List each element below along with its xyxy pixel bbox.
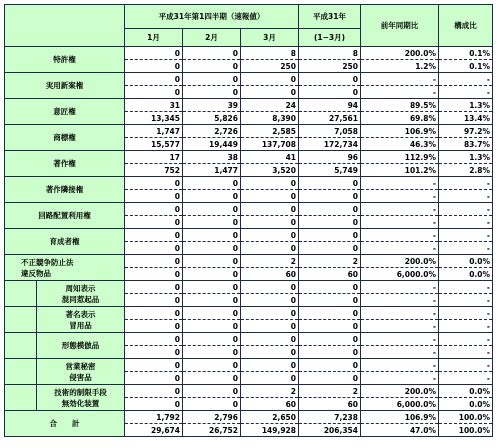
table-row	[5, 47, 493, 60]
value-cell: 0	[299, 281, 361, 294]
value-cell: -	[439, 242, 493, 255]
value-cell: 250	[299, 60, 361, 73]
value-cell: 0	[125, 372, 183, 385]
value-cell: -	[439, 346, 493, 359]
row-label-line-1: 技術的制限手段	[54, 387, 107, 397]
value-cell: 0	[299, 307, 361, 320]
value-cell: 0	[299, 203, 361, 216]
value-cell: 0	[125, 398, 183, 411]
value-cell: -	[361, 281, 439, 294]
value-cell: 46.3%	[361, 138, 439, 151]
value-cell: 0.1%	[439, 60, 493, 73]
value-cell: 0	[183, 385, 241, 398]
value-cell: 13,345	[125, 112, 183, 125]
row-label	[37, 307, 125, 333]
value-cell: 0	[241, 281, 299, 294]
value-cell: 6,000.0%	[361, 268, 439, 281]
header-total-year: 平成31年	[299, 5, 361, 29]
value-cell: 101.2%	[361, 164, 439, 177]
row-label-line-2: 違反物品	[21, 268, 51, 278]
header-share: 構成比	[439, 5, 493, 47]
value-cell: 0	[183, 229, 241, 242]
row-label-text: 意匠権	[53, 107, 76, 116]
value-cell: -	[361, 86, 439, 99]
value-cell: 200.0%	[361, 385, 439, 398]
row-label-text: 商標権	[53, 133, 76, 142]
row-label-line-1: 営業秘密	[65, 361, 96, 371]
indent-cell	[5, 281, 37, 307]
table-row	[5, 177, 493, 190]
value-cell: 0	[299, 333, 361, 346]
value-cell: -	[361, 203, 439, 216]
value-cell: -	[439, 216, 493, 229]
value-cell: 0	[183, 294, 241, 307]
table-row	[5, 99, 493, 112]
header-total-range: (1−3月)	[299, 29, 361, 47]
row-label-text: 著作隣接権	[45, 185, 84, 194]
value-cell: 0	[183, 177, 241, 190]
value-cell: 17	[125, 151, 183, 164]
value-cell: 3,520	[241, 164, 299, 177]
value-cell: 0	[241, 372, 299, 385]
table-row	[5, 125, 493, 138]
value-cell: -	[361, 333, 439, 346]
value-cell: 149,928	[241, 424, 299, 437]
value-cell: 106.9%	[361, 411, 439, 424]
value-cell: 0	[183, 346, 241, 359]
value-cell: 0	[183, 268, 241, 281]
value-cell: 0	[183, 372, 241, 385]
row-label-text: 回路配置利用権	[38, 211, 91, 220]
value-cell: -	[439, 333, 493, 346]
row-label-text: 育成者権	[49, 237, 80, 246]
row-label-text: 形態模倣品	[61, 341, 100, 350]
value-cell: 0	[183, 307, 241, 320]
value-cell: 0	[183, 320, 241, 333]
value-cell: -	[439, 73, 493, 86]
value-cell: 0	[241, 73, 299, 86]
value-cell: 27,561	[299, 112, 361, 125]
value-cell: 2,796	[183, 411, 241, 424]
value-cell: 0	[241, 190, 299, 203]
value-cell: -	[361, 307, 439, 320]
indent-cell	[5, 333, 37, 359]
value-cell: 1.3%	[439, 99, 493, 112]
value-cell: 0	[241, 203, 299, 216]
value-cell: 26,752	[183, 424, 241, 437]
value-cell: 13.4%	[439, 112, 493, 125]
table-row	[5, 151, 493, 164]
value-cell: 0	[183, 333, 241, 346]
value-cell: 0	[125, 190, 183, 203]
value-cell: 0	[241, 333, 299, 346]
header-month-1: 1月	[125, 29, 183, 47]
row-label-line-2: 冒用品	[69, 320, 92, 330]
table-header	[5, 5, 493, 47]
header-yoy: 前年同期比	[361, 5, 439, 47]
value-cell: 250	[241, 60, 299, 73]
value-cell: 0	[183, 86, 241, 99]
value-cell: 172,734	[299, 138, 361, 151]
value-cell: 0	[183, 359, 241, 372]
value-cell: 89.5%	[361, 99, 439, 112]
row-label	[5, 255, 125, 281]
value-cell: 0	[299, 73, 361, 86]
value-cell: -	[439, 307, 493, 320]
value-cell: 0	[241, 216, 299, 229]
value-cell: -	[361, 190, 439, 203]
value-cell: 15,577	[125, 138, 183, 151]
value-cell: 2	[241, 385, 299, 398]
value-cell: 0.0%	[439, 268, 493, 281]
row-label-line-2: 侵害品	[69, 372, 92, 382]
value-cell: 0	[125, 268, 183, 281]
value-cell: 752	[125, 164, 183, 177]
value-cell: -	[361, 177, 439, 190]
value-cell: 29,674	[125, 424, 183, 437]
value-cell: 60	[241, 268, 299, 281]
value-cell: 100.0%	[439, 424, 493, 437]
value-cell: 0	[183, 60, 241, 73]
value-cell: 0	[241, 242, 299, 255]
table-row	[5, 385, 493, 398]
value-cell: 206,354	[299, 424, 361, 437]
table-row	[5, 73, 493, 86]
value-cell: 94	[299, 99, 361, 112]
value-cell: 8,390	[241, 112, 299, 125]
row-label	[5, 151, 125, 177]
value-cell: 0	[299, 242, 361, 255]
table-row	[5, 307, 493, 320]
value-cell: 7,058	[299, 125, 361, 138]
value-cell: -	[361, 320, 439, 333]
value-cell: -	[361, 73, 439, 86]
value-cell: 19,449	[183, 138, 241, 151]
value-cell: 41	[241, 151, 299, 164]
value-cell: -	[439, 372, 493, 385]
value-cell: 60	[299, 268, 361, 281]
value-cell: 0	[125, 255, 183, 268]
value-cell: 0	[299, 359, 361, 372]
value-cell: 1,792	[125, 411, 183, 424]
row-label	[5, 203, 125, 229]
row-label	[5, 47, 125, 73]
value-cell: -	[361, 372, 439, 385]
header-month-3: 3月	[241, 29, 299, 47]
value-cell: 0	[125, 359, 183, 372]
value-cell: 0	[299, 346, 361, 359]
value-cell: 0	[241, 86, 299, 99]
value-cell: 60	[299, 398, 361, 411]
value-cell: 0	[125, 60, 183, 73]
header-corner	[5, 5, 125, 47]
value-cell: 83.7%	[439, 138, 493, 151]
value-cell: 96	[299, 151, 361, 164]
value-cell: 2,585	[241, 125, 299, 138]
value-cell: 0	[125, 294, 183, 307]
value-cell: -	[439, 229, 493, 242]
value-cell: 8	[241, 47, 299, 60]
value-cell: 0	[125, 281, 183, 294]
value-cell: -	[361, 346, 439, 359]
value-cell: 2,650	[241, 411, 299, 424]
value-cell: 0	[125, 229, 183, 242]
value-cell: 0	[183, 398, 241, 411]
value-cell: -	[361, 216, 439, 229]
value-cell: -	[439, 203, 493, 216]
value-cell: 0	[183, 216, 241, 229]
value-cell: 0	[125, 47, 183, 60]
row-label-line-1: 周知表示	[65, 283, 96, 293]
value-cell: 100.0%	[439, 411, 493, 424]
row-label	[5, 411, 125, 437]
value-cell: 2	[299, 385, 361, 398]
value-cell: 0	[241, 346, 299, 359]
value-cell: 0	[125, 385, 183, 398]
value-cell: 5,749	[299, 164, 361, 177]
value-cell: 0	[125, 307, 183, 320]
value-cell: 60	[241, 398, 299, 411]
value-cell: 0	[125, 346, 183, 359]
value-cell: 47.0%	[361, 424, 439, 437]
row-label-line-1: 不正競争防止法	[21, 257, 74, 267]
table-row	[5, 281, 493, 294]
value-cell: 200.0%	[361, 47, 439, 60]
value-cell: 0	[299, 216, 361, 229]
value-cell: 0	[299, 320, 361, 333]
value-cell: 0	[125, 320, 183, 333]
indent-cell	[5, 385, 37, 411]
value-cell: 1.2%	[361, 60, 439, 73]
row-label-text: 実用新案権	[45, 81, 84, 90]
value-cell: 0	[241, 294, 299, 307]
value-cell: 0.0%	[439, 255, 493, 268]
row-label-line-2: 無効化装置	[61, 398, 100, 408]
value-cell: 7,238	[299, 411, 361, 424]
value-cell: -	[361, 242, 439, 255]
value-cell: 0.1%	[439, 47, 493, 60]
value-cell: -	[439, 359, 493, 372]
value-cell: 0	[125, 177, 183, 190]
value-cell: 69.8%	[361, 112, 439, 125]
value-cell: 0	[241, 320, 299, 333]
value-cell: 38	[183, 151, 241, 164]
row-label-line-1: 著名表示	[65, 309, 96, 319]
value-cell: 0	[183, 73, 241, 86]
value-cell: 8	[299, 47, 361, 60]
row-label	[5, 125, 125, 151]
value-cell: -	[361, 229, 439, 242]
row-label	[37, 385, 125, 411]
value-cell: -	[439, 320, 493, 333]
value-cell: 2,726	[183, 125, 241, 138]
table-body	[5, 47, 493, 437]
value-cell: 0	[299, 229, 361, 242]
table-row	[5, 333, 493, 346]
value-cell: 0	[299, 177, 361, 190]
value-cell: 0	[125, 73, 183, 86]
indent-cell	[5, 359, 37, 385]
value-cell: 5,826	[183, 112, 241, 125]
value-cell: 0	[183, 255, 241, 268]
row-label	[5, 99, 125, 125]
value-cell: 0	[299, 190, 361, 203]
table-row	[5, 229, 493, 242]
value-cell: 1.3%	[439, 151, 493, 164]
value-cell: 0.0%	[439, 398, 493, 411]
row-label	[5, 229, 125, 255]
value-cell: 1,747	[125, 125, 183, 138]
row-label-text: 特許権	[53, 55, 76, 64]
value-cell: 2	[299, 255, 361, 268]
value-cell: 0	[241, 359, 299, 372]
table-row	[5, 255, 493, 268]
value-cell: 0	[183, 203, 241, 216]
value-cell: 0	[125, 203, 183, 216]
row-label	[37, 333, 125, 359]
value-cell: 0	[183, 190, 241, 203]
value-cell: 0	[241, 177, 299, 190]
row-label-text: 著作権	[53, 159, 76, 168]
row-label-text: 合 計	[49, 419, 80, 428]
value-cell: 137,708	[241, 138, 299, 151]
row-label	[37, 359, 125, 385]
value-cell: 0	[183, 281, 241, 294]
value-cell: 39	[183, 99, 241, 112]
value-cell: 0	[125, 216, 183, 229]
row-label	[37, 281, 125, 307]
value-cell: -	[439, 177, 493, 190]
row-label-line-2: 混同惹起品	[61, 294, 100, 304]
value-cell: 0	[299, 372, 361, 385]
value-cell: 6,000.0%	[361, 398, 439, 411]
table-row	[5, 411, 493, 424]
value-cell: 0	[241, 307, 299, 320]
value-cell: 0	[125, 86, 183, 99]
ip-seizure-table	[4, 4, 493, 437]
table-row	[5, 203, 493, 216]
value-cell: 1,477	[183, 164, 241, 177]
value-cell: 2.8%	[439, 164, 493, 177]
header-period: 平成31年第1四半期（速報値）	[125, 5, 299, 29]
value-cell: 24	[241, 99, 299, 112]
value-cell: 2	[241, 255, 299, 268]
value-cell: 106.9%	[361, 125, 439, 138]
value-cell: 0	[183, 242, 241, 255]
value-cell: 0	[183, 47, 241, 60]
indent-cell	[5, 307, 37, 333]
value-cell: 0	[299, 86, 361, 99]
value-cell: -	[439, 294, 493, 307]
value-cell: 0	[299, 294, 361, 307]
value-cell: -	[439, 190, 493, 203]
value-cell: 31	[125, 99, 183, 112]
value-cell: -	[439, 281, 493, 294]
row-label	[5, 177, 125, 203]
header-month-2: 2月	[183, 29, 241, 47]
table-row	[5, 359, 493, 372]
value-cell: 200.0%	[361, 255, 439, 268]
value-cell: -	[361, 294, 439, 307]
value-cell: 97.2%	[439, 125, 493, 138]
value-cell: 0	[241, 229, 299, 242]
row-label	[5, 73, 125, 99]
value-cell: 0.0%	[439, 385, 493, 398]
value-cell: 0	[125, 242, 183, 255]
value-cell: -	[439, 86, 493, 99]
value-cell: 0	[125, 333, 183, 346]
value-cell: -	[361, 359, 439, 372]
value-cell: 112.9%	[361, 151, 439, 164]
